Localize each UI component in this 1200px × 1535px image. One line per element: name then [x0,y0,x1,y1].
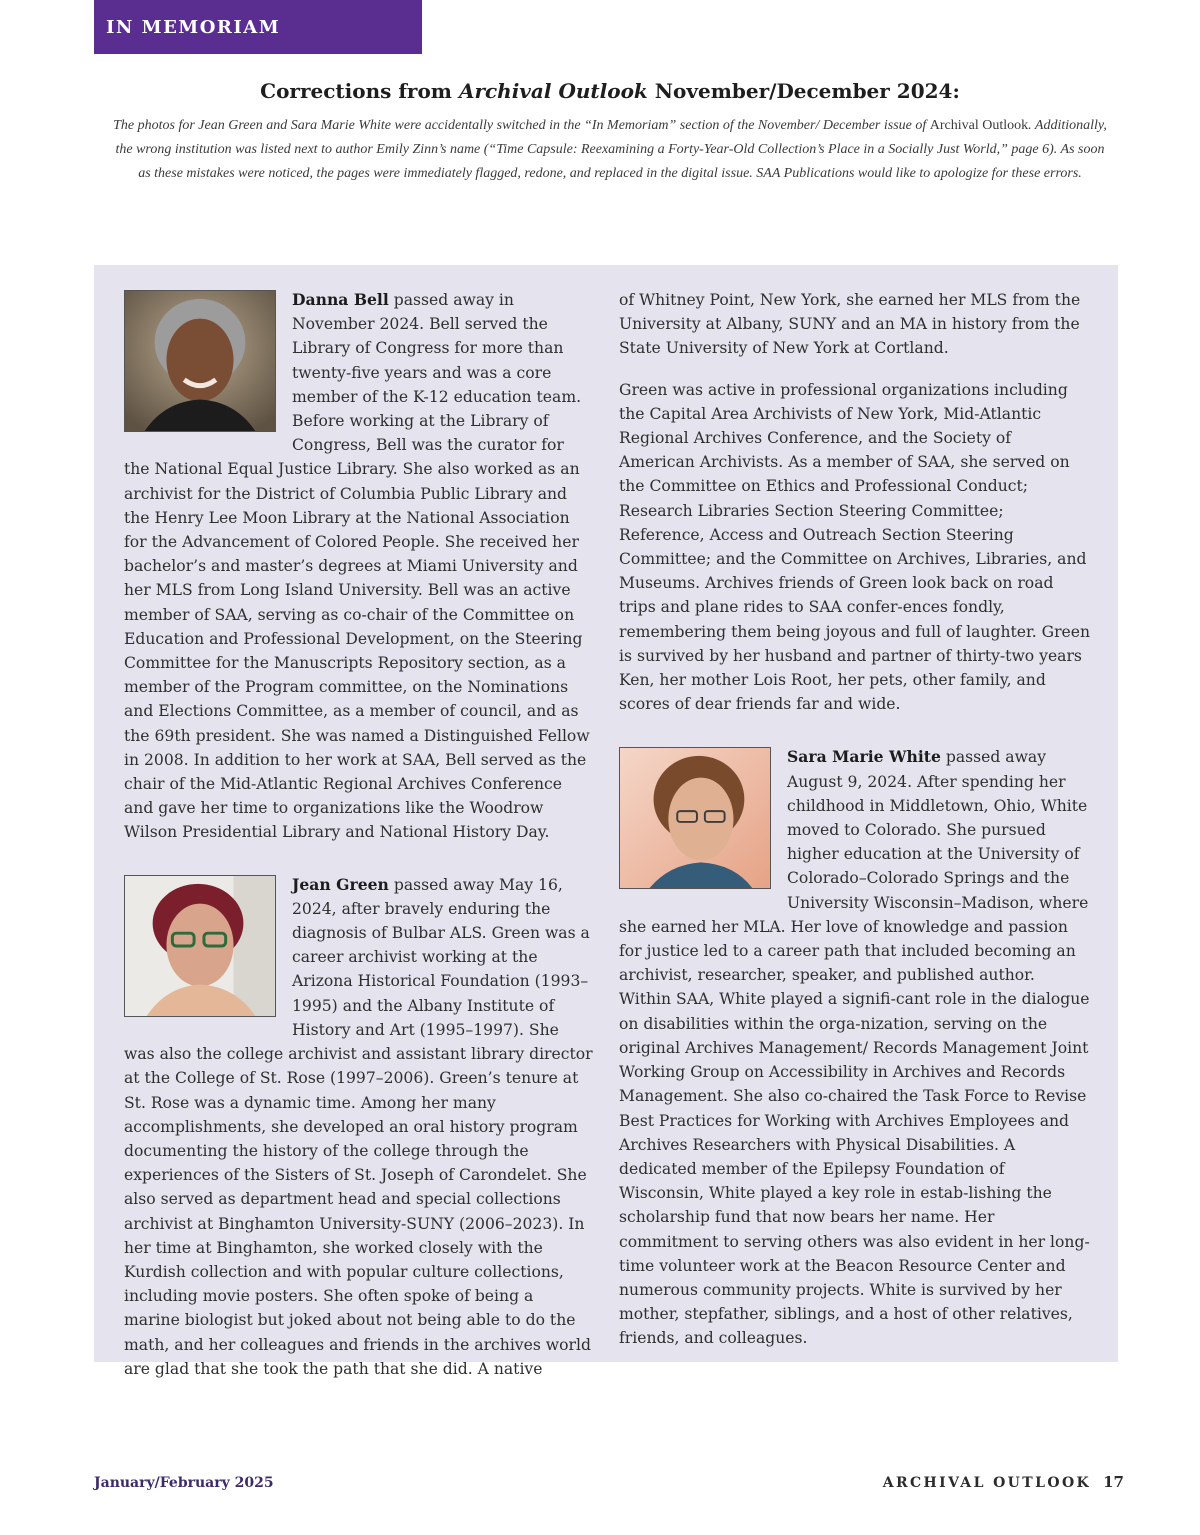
jean-green-paragraph-2: Green was active in professional organizations including the Capital Area Archivists of New York, Mid-Atlantic Regional Archives Conference, and the Society of American Archivists. As a member of SAA, she served on the Committee on Ethics and Professional Conduct; Research Libraries Section Steering Committee; Reference, Access and Outreach Section Steering Committee; and the Committee on Archives, Libraries, and Museums. Archives friends of Green look back on road trips and plane rides to SAA confer-ences fondly, remembering them being joyous and full of laughter. Green is survived by her husband and partner of thirty-two years Ken, her mother Lois Root, her pets, other family, and scores of dear friends far and wide. [619,380,1091,714]
publication-footer [883,1473,1124,1491]
obituary-danna-bell [124,288,594,845]
right-column [619,288,1091,1351]
obituary-sara-marie-white [619,745,1091,1350]
corrections-notice [110,76,1110,186]
jean-green-continued: of Whitney Point, New York, she earned her MLS from the University at Albany, SUNY and an MA in history from the State University of New York at Cortland. [619,291,1081,358]
corrections-title: Corrections from Archival Outlook November/December 2024: [260,79,960,103]
sara-marie-white-text: Sara Marie White passed away August 9, 2024. After spending her childhood in Middletown, Ohio, White moved to Colorado. She pursued higher education at the University of Colorado–Colorado Springs and the University Wisconsin–Madison, where she earned her MLA. Her love of knowledge and passion for justice led to a career path that included becoming an archivist, researcher, speaker, and published author. Within SAA, White played a signifi-cant role in the dialogue on disabilities within the orga-nization, serving on the original Archives Management/ Records Management Joint Working Group on Accessibility in Archives and Records Management. She also co-chaired the Task Force to Revise Best Practices for Working with Archives Employees and Archives Researchers with Physical Disabilities. A dedicated member of the Epilepsy Foundation of Wisconsin, White played a key role in estab-lishing the scholarship fund that now bears her name. Her commitment to serving others was also evident in her long-time volunteer work at the Beacon Resource Center and numerous community projects. White is survived by her mother, stepfather, siblings, and a host of other relatives, friends, and colleagues. [619,747,1090,1348]
danna-bell-photo [124,290,276,432]
jean-green-photo [124,875,276,1017]
left-column [124,288,594,1381]
publication-name: ARCHIVAL OUTLOOK [882,1475,1092,1491]
section-label: IN MEMORIAM [94,0,422,54]
page-number: 17 [1103,1473,1124,1491]
danna-bell-text: Danna Bell passed away in November 2024. Bell served the Library of Congress for more than twenty-five years and was a core member of the K-12 education team. Before working at the Library of Congress, Bell was the curator for the National Equal Justice Library. She also worked as an archivist for the District of Columbia Public Library and the Henry Lee Moon Library at the National Association for the Advancement of Colored People. She received her bachelor’s and master’s degrees at Miami University and her MLS from Long Island University. Bell was an active member of SAA, serving as co-chair of the Committee on Education and Professional Development, on the Steering Committee for the Manuscripts Repository section, as a member of the Program committee, on the Nominations and Elections Committee, as a member of council, and as the 69th president. She was named a Distinguished Fellow in 2008. In addition to her work at SAA, Bell served as the chair of the Mid-Atlantic Regional Archives Conference and gave her time to organizations like the Woodrow Wilson Presidential Library and National History Day. [124,290,590,842]
sara-marie-white-photo [619,747,771,889]
obituary-jean-green [124,873,594,1381]
issue-date: January/February 2025 [94,1475,274,1491]
jean-green-text: Jean Green passed away May 16, 2024, after bravely enduring the diagnosis of Bulbar ALS. Green was a career archivist working at the Arizona Historical Foundation (1993–1995) and the Albany Institute of History and Art (1995–1997). She was also the college archivist and assistant library director at the College of St. Rose (1997–2006). Green’s tenure at St. Rose was a dynamic time. Among her many accomplishments, she developed an oral history program documenting the history of the college through the experiences of the Sisters of St. Joseph of Carondelet. She also served as department head and special collections archivist at Binghamton University-SUNY (2006–2023). In her time at Binghamton, she worked closely with the Kurdish collection and with popular culture collections, including movie posters. She often spoke of being a marine biologist but joked about not being able to do the math, and her colleagues and friends in the archives world are glad that she took the path that she did. A native [124,874,593,1378]
corrections-body: The photos for Jean Green and Sara Marie White were accidentally switched in the “In Memoriam” section of the November/ December issue of Archival Outlook. Additionally, the wrong institution was listed next to author Emily Zinn’s name (“Time Capsule: Reexamining a Forty-Year-Old Collection’s Place in a Socially Just World,” page 6). As soon as these mistakes were noticed, the pages were immediately flagged, redone, and replaced in the digital issue. SAA Publications would like to apologize for these errors. [113,118,1107,181]
